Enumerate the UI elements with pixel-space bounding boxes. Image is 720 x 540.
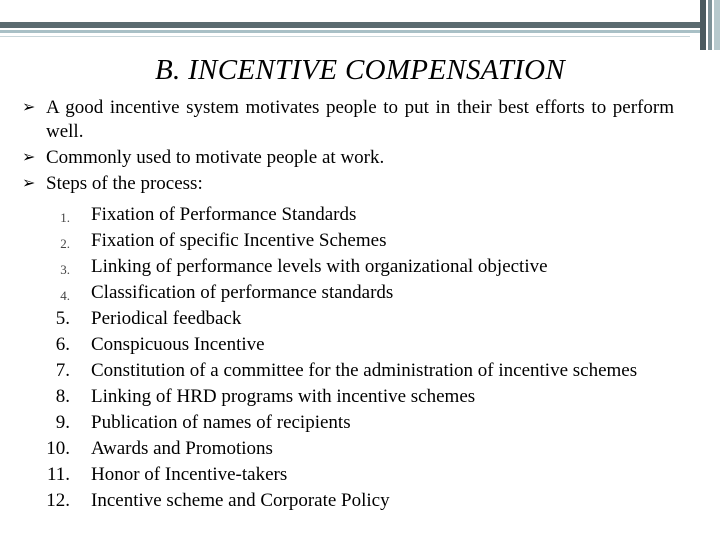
step-item bbox=[40, 204, 672, 226]
decorative-line bbox=[0, 36, 690, 37]
bullet-item bbox=[22, 172, 674, 196]
step-item bbox=[40, 490, 672, 512]
step-item bbox=[40, 438, 672, 460]
step-text: Awards and Promotions bbox=[91, 438, 273, 459]
step-number: 9. bbox=[55, 412, 70, 433]
bullet-list bbox=[22, 96, 674, 198]
step-item bbox=[40, 282, 672, 304]
step-number: 4. bbox=[60, 288, 70, 303]
step-item bbox=[40, 464, 672, 486]
step-text: Publication of names of recipients bbox=[91, 412, 351, 433]
step-number: 5. bbox=[55, 308, 70, 329]
bullet-item bbox=[22, 96, 674, 144]
step-text: Linking of performance levels with organizational objective bbox=[91, 256, 548, 277]
step-number: 2. bbox=[60, 236, 70, 251]
bullet-text: Steps of the process: bbox=[46, 173, 203, 194]
bullet-text: A good incentive system motivates people to put in their best efforts to perform well. bbox=[46, 97, 674, 142]
arrow-bullet-icon: ➢ bbox=[22, 175, 36, 192]
step-text: Fixation of Performance Standards bbox=[91, 204, 357, 225]
step-text: Linking of HRD programs with incentive schemes bbox=[91, 386, 476, 407]
step-text: Constitution of a committee for the administration of incentive schemes bbox=[91, 360, 638, 381]
step-item bbox=[40, 386, 672, 408]
step-text: Fixation of specific Incentive Schemes bbox=[91, 230, 387, 251]
step-text: Incentive scheme and Corporate Policy bbox=[91, 490, 390, 511]
bullet-text: Commonly used to motivate people at work. bbox=[46, 147, 385, 168]
step-number: 10. bbox=[46, 438, 70, 459]
step-number: 6. bbox=[55, 334, 70, 355]
steps-list bbox=[40, 204, 672, 516]
step-text: Honor of Incentive-takers bbox=[91, 464, 288, 485]
step-number: 1. bbox=[60, 210, 70, 225]
slide-title: B. INCENTIVE COMPENSATION bbox=[154, 54, 565, 86]
step-text: Periodical feedback bbox=[91, 308, 242, 329]
slide-top-band bbox=[0, 0, 720, 22]
step-item bbox=[40, 360, 672, 382]
decorative-bar-light bbox=[0, 30, 700, 33]
step-item bbox=[40, 334, 672, 356]
step-item bbox=[40, 412, 672, 434]
arrow-bullet-icon: ➢ bbox=[22, 99, 36, 116]
step-text: Conspicuous Incentive bbox=[91, 334, 265, 355]
step-number: 11. bbox=[46, 464, 70, 485]
bullet-item bbox=[22, 146, 674, 170]
decorative-bar bbox=[0, 22, 700, 28]
corner-decoration bbox=[700, 0, 720, 50]
step-number: 12. bbox=[46, 490, 70, 511]
step-text: Classification of performance standards bbox=[91, 282, 394, 303]
step-item bbox=[40, 308, 672, 330]
arrow-bullet-icon: ➢ bbox=[22, 149, 36, 166]
step-number: 7. bbox=[55, 360, 70, 381]
step-number: 8. bbox=[55, 386, 70, 407]
step-item bbox=[40, 256, 672, 278]
step-item bbox=[40, 230, 672, 252]
step-number: 3. bbox=[60, 262, 70, 277]
